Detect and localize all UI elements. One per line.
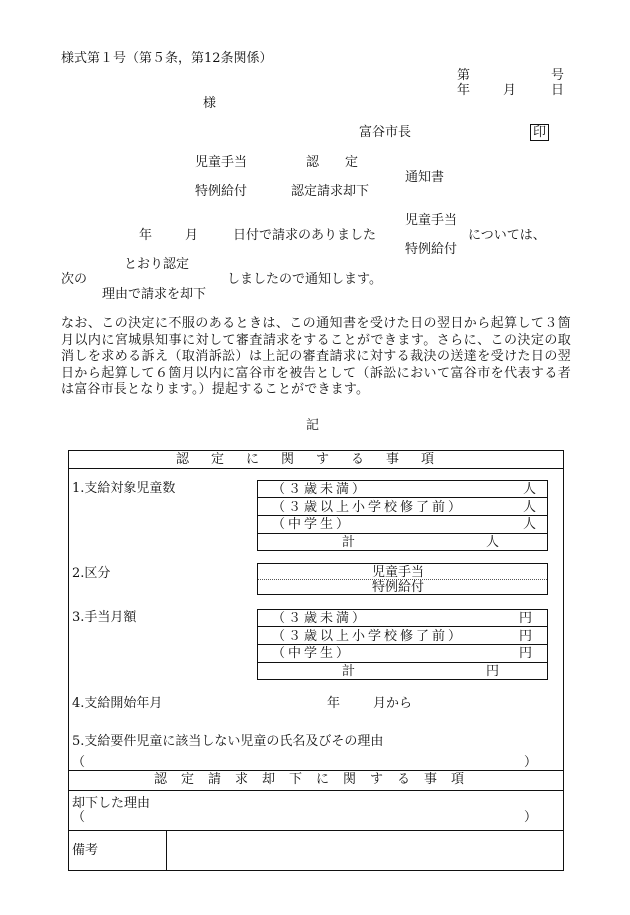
item4-from: 月から — [373, 696, 413, 711]
number-dai: 第 — [457, 68, 471, 83]
date-day: 日 — [551, 83, 565, 98]
body-next: 次の — [61, 272, 88, 287]
date-month: 月 — [503, 83, 517, 98]
divider — [68, 770, 564, 771]
divider — [257, 662, 548, 663]
item5-paren-open: （ — [72, 755, 86, 770]
title-special: 特例給付 — [195, 184, 248, 199]
divider — [68, 790, 564, 791]
item3-row-under3: （３歳未満） — [272, 611, 369, 626]
item3-row-elementary: （３歳以上小学校修了前） — [272, 629, 465, 644]
option-nintei: とおり認定 — [124, 257, 190, 272]
body-allowance: 児童手当 — [405, 213, 458, 228]
reason-label: 却下した理由 — [72, 796, 151, 811]
item1-row-under3: （３歳未満） — [272, 482, 369, 497]
issuer-name: 富谷市長 — [359, 125, 412, 140]
item1-unit-3: 人 — [523, 517, 537, 532]
body-special: 特例給付 — [405, 242, 458, 257]
body-date-month: 月 — [185, 228, 199, 243]
body-date-text: 日付で請求のありました — [233, 228, 377, 243]
item3-row-junior: （中学生） — [272, 646, 353, 661]
item5-paren-close: ） — [524, 755, 538, 770]
divider — [257, 533, 548, 534]
item1-total-unit: 人 — [486, 535, 500, 550]
divider — [68, 830, 564, 831]
title-kyakka: 認定請求却下 — [291, 184, 370, 199]
item3-unit-2: 円 — [519, 629, 533, 644]
item2-label: 2.区分 — [72, 566, 111, 581]
date-year: 年 — [457, 83, 471, 98]
item3-label: 3.手当月額 — [72, 610, 137, 625]
divider — [257, 626, 548, 627]
option-kyakka: 理由で請求を却下 — [102, 287, 207, 302]
item2-option-allowance: 児童手当 — [372, 565, 425, 580]
ki-label: 記 — [306, 418, 320, 433]
body-date-year: 年 — [139, 228, 153, 243]
item1-label: 1.支給対象児童数 — [72, 481, 176, 496]
remarks-label: 備考 — [72, 843, 99, 858]
body-tail: については、 — [468, 228, 546, 243]
item1-unit-2: 人 — [523, 500, 537, 515]
divider — [257, 497, 548, 498]
item3-total-unit: 円 — [486, 664, 500, 679]
divider — [68, 468, 564, 469]
item5-label: 5.支給要件児童に該当しない児童の氏名及びその理由 — [72, 734, 384, 749]
title-allowance: 児童手当 — [195, 155, 248, 170]
divider — [257, 515, 548, 516]
title-nintei: 認 定 — [306, 155, 359, 170]
body-notify: しましたので通知します。 — [227, 272, 382, 287]
item3-unit-1: 円 — [519, 611, 533, 626]
item3-total-label: 計 — [342, 664, 356, 679]
item2-option-special: 特例給付 — [372, 580, 425, 595]
addressee-suffix: 様 — [203, 96, 217, 111]
reason-paren-open: （ — [72, 810, 86, 825]
item4-year: 年 — [327, 696, 341, 711]
item1-total-label: 計 — [342, 535, 356, 550]
heading-kyakka: 認定請求却下に関する事項 — [153, 772, 478, 787]
item1-row-junior: （中学生） — [272, 517, 353, 532]
seal-mark: 印 — [530, 124, 549, 141]
form-id: 様式第１号（第５条，第12条関係） — [61, 51, 273, 66]
item4-label: 4.支給開始年月 — [72, 696, 163, 711]
divider — [257, 644, 548, 645]
appeal-paragraph: なお、この決定に不服のあるときは、この通知書を受けた日の翌日から起算して３箇月以内に宮城県知事に対して審査請求をすることができます。さらに、この決定の取消しを求める訴え（取消訴訟）は上記の審査請求に対する裁決の送達を受けた日の翌日から起算して６箇月以内に富谷市を被告として（訴訟において富谷市を代表する者は富谷市長となります。）提起することができます。 — [61, 316, 571, 398]
item1-row-elementary: （３歳以上小学校修了前） — [272, 500, 465, 515]
item3-unit-3: 円 — [519, 646, 533, 661]
heading-nintei: 認定に関する事項 — [175, 452, 456, 467]
item1-unit-1: 人 — [523, 482, 537, 497]
reason-paren-close: ） — [524, 810, 538, 825]
remarks-divider — [166, 830, 167, 871]
number-go: 号 — [551, 68, 565, 83]
title-notice: 通知書 — [405, 170, 445, 185]
